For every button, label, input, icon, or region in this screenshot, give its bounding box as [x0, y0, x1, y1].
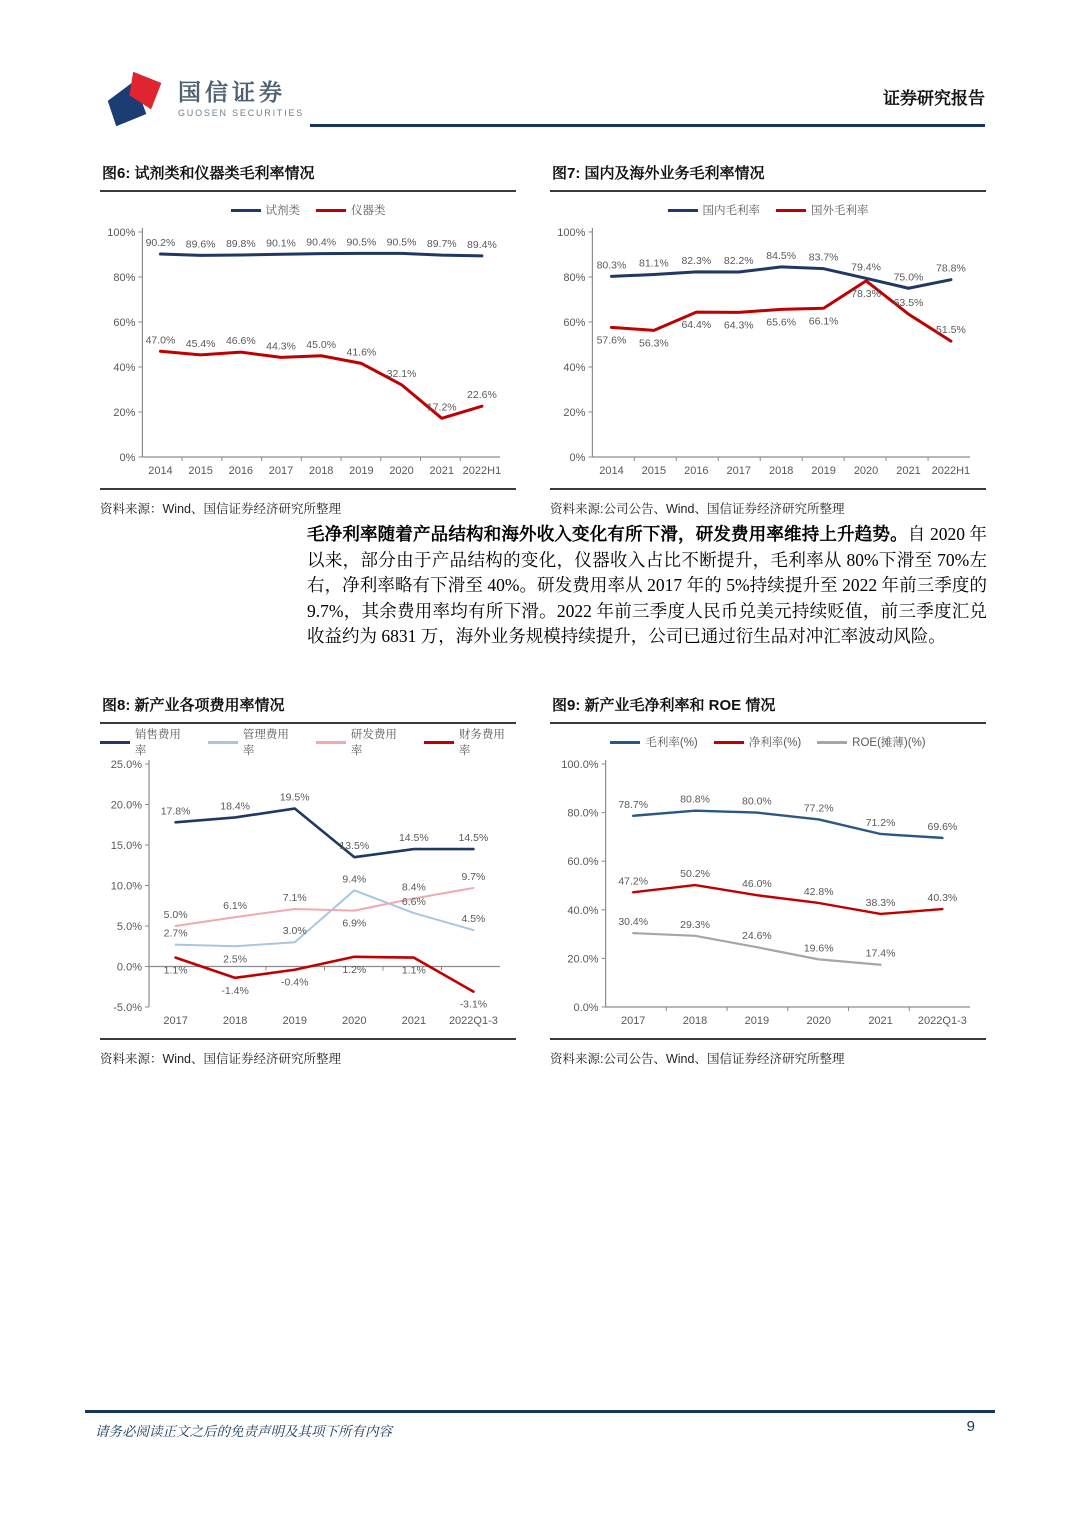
svg-text:1.1%: 1.1% — [163, 964, 188, 977]
legend-item — [424, 726, 516, 758]
legend-label: 仪器类 — [351, 205, 386, 217]
svg-text:-5.0%: -5.0% — [113, 1002, 142, 1014]
svg-text:89.8%: 89.8% — [225, 237, 256, 250]
svg-text:8.4%: 8.4% — [401, 881, 426, 894]
svg-text:15.0%: 15.0% — [110, 840, 142, 852]
svg-text:89.4%: 89.4% — [467, 238, 497, 251]
paragraph-bold-lead: 毛净利率随着产品结构和海外收入变化有所下滑，研发费用率维持上升趋势。 — [307, 524, 908, 544]
svg-text:60.0%: 60.0% — [567, 856, 599, 869]
svg-text:0.0%: 0.0% — [116, 961, 142, 974]
svg-text:-3.1%: -3.1% — [459, 998, 488, 1011]
svg-text:2022H1: 2022H1 — [462, 465, 502, 477]
svg-text:2016: 2016 — [228, 465, 254, 477]
svg-text:47.0%: 47.0% — [145, 334, 176, 347]
svg-text:40.3%: 40.3% — [927, 892, 958, 905]
svg-text:32.1%: 32.1% — [386, 367, 417, 380]
header-divider — [310, 124, 985, 127]
svg-text:10.0%: 10.0% — [110, 880, 142, 893]
svg-text:2.7%: 2.7% — [163, 927, 188, 940]
svg-text:2021: 2021 — [401, 1015, 427, 1027]
svg-text:100.0%: 100.0% — [561, 759, 599, 771]
svg-text:78.3%: 78.3% — [851, 287, 881, 300]
page-number: 9 — [966, 1418, 975, 1435]
svg-text:82.3%: 82.3% — [681, 254, 712, 267]
legend-item — [610, 734, 697, 750]
svg-text:7.1%: 7.1% — [282, 891, 307, 904]
svg-text:2021: 2021 — [896, 465, 921, 477]
figure-8-source: 资料来源：Wind、国信证券经济研究所整理 — [100, 1038, 516, 1067]
brand-name-en: GUOSEN SECURITIES — [178, 108, 305, 119]
svg-text:-1.4%: -1.4% — [221, 984, 249, 997]
svg-text:2017: 2017 — [163, 1015, 188, 1027]
svg-text:78.7%: 78.7% — [618, 798, 649, 811]
svg-text:2019: 2019 — [811, 465, 836, 477]
brand-name-cn: 国信证券 — [178, 78, 286, 105]
svg-text:2017: 2017 — [268, 465, 294, 477]
svg-text:51.5%: 51.5% — [936, 324, 966, 337]
legend-swatch-icon — [316, 741, 346, 744]
figure-7-title: 图7: 国内及海外业务毛利率情况 — [550, 162, 986, 192]
svg-text:2015: 2015 — [641, 465, 667, 477]
figure-6-chart — [100, 198, 516, 484]
svg-text:45.4%: 45.4% — [185, 337, 216, 350]
figure-8-title: 图8: 新产业各项费用率情况 — [100, 694, 516, 724]
figure-6-legend — [100, 198, 516, 222]
svg-text:2014: 2014 — [148, 465, 173, 477]
legend-label: 试剂类 — [265, 205, 300, 217]
legend-swatch-icon — [424, 741, 454, 744]
figure-8-line-chart — [100, 754, 516, 1034]
svg-text:-0.4%: -0.4% — [280, 976, 309, 989]
footer-disclaimer: 请务必阅读正文之后的免责声明及其项下所有内容 — [95, 1424, 392, 1439]
figure-7 — [550, 162, 986, 517]
legend-swatch-icon — [316, 209, 346, 212]
svg-text:2020: 2020 — [853, 465, 879, 477]
figure-7-line-chart — [550, 222, 986, 484]
svg-text:4.5%: 4.5% — [461, 913, 486, 926]
svg-text:25.0%: 25.0% — [110, 759, 142, 771]
legend-label: ROE(摊薄)(%) — [852, 737, 926, 749]
legend-label: 国外毛利率 — [811, 205, 869, 217]
figure-9-source: 资料来源:公司公告、Wind、国信证券经济研究所整理 — [550, 1038, 986, 1067]
svg-text:65.6%: 65.6% — [766, 316, 797, 329]
svg-text:2022Q1-3: 2022Q1-3 — [448, 1015, 498, 1027]
legend-item — [316, 202, 386, 218]
svg-text:66.1%: 66.1% — [808, 315, 839, 328]
legend-item — [714, 734, 801, 750]
svg-text:80.0%: 80.0% — [567, 807, 599, 820]
svg-text:41.6%: 41.6% — [346, 346, 377, 359]
legend-swatch-icon — [610, 741, 640, 744]
svg-text:20%: 20% — [113, 407, 136, 419]
svg-text:2020: 2020 — [342, 1015, 367, 1027]
svg-text:2022H1: 2022H1 — [931, 465, 971, 477]
figure-9-line-chart — [550, 754, 986, 1034]
svg-text:6.9%: 6.9% — [342, 917, 367, 930]
brand-logo — [104, 66, 304, 132]
svg-text:84.5%: 84.5% — [766, 249, 797, 262]
svg-text:90.2%: 90.2% — [145, 237, 176, 250]
figure-8-chart — [100, 730, 516, 1034]
svg-text:47.2%: 47.2% — [618, 875, 649, 888]
svg-text:2018: 2018 — [682, 1015, 708, 1027]
svg-text:17.4%: 17.4% — [865, 947, 896, 960]
svg-text:89.7%: 89.7% — [426, 238, 457, 251]
svg-text:17.8%: 17.8% — [160, 805, 191, 818]
legend-swatch-icon — [776, 209, 806, 212]
legend-item — [316, 726, 408, 758]
legend-item — [208, 726, 300, 758]
paragraph-body-text: 自 2020 年以来，部分由于产品结构的变化，仪器收入占比不断提升，毛利率从 80%下滑至 70%左右，净利率略有下滑至 40%。研发费用率从 2017 年的 5%持续提升至 2022 年前三季度的 9.7%，其余费用率均有所下滑。2022 年前三季度人民币兑美元持续贬值，前三季度汇兑收益约为 6831 万，海外业务规模持续提升，公司已通过衍生品对冲汇率波动风险。 — [307, 524, 988, 646]
svg-text:9.4%: 9.4% — [342, 873, 367, 886]
svg-text:75.0%: 75.0% — [893, 271, 924, 284]
svg-text:3.0%: 3.0% — [282, 925, 307, 938]
svg-text:2019: 2019 — [744, 1015, 770, 1027]
svg-text:1.1%: 1.1% — [401, 964, 426, 977]
svg-text:24.6%: 24.6% — [741, 930, 772, 943]
svg-text:89.6%: 89.6% — [185, 238, 216, 251]
svg-text:0.0%: 0.0% — [573, 1002, 599, 1014]
svg-text:22.6%: 22.6% — [467, 389, 497, 402]
svg-text:2021: 2021 — [868, 1015, 893, 1027]
svg-text:13.5%: 13.5% — [339, 840, 370, 853]
svg-text:100%: 100% — [107, 227, 136, 239]
svg-text:81.1%: 81.1% — [639, 257, 669, 270]
legend-item — [776, 202, 869, 218]
svg-text:20.0%: 20.0% — [110, 799, 142, 812]
svg-text:44.3%: 44.3% — [266, 340, 296, 353]
svg-text:69.6%: 69.6% — [927, 820, 958, 833]
page-header — [0, 0, 1080, 140]
svg-text:64.4%: 64.4% — [681, 319, 712, 332]
figure-6-source: 资料来源：Wind、国信证券经济研究所整理 — [100, 488, 516, 517]
svg-text:80.0%: 80.0% — [741, 795, 772, 808]
figure-6-line-chart — [100, 222, 516, 484]
figure-7-chart — [550, 198, 986, 484]
legend-label: 净利率(%) — [748, 737, 802, 749]
svg-text:2019: 2019 — [349, 465, 374, 477]
svg-text:45.0%: 45.0% — [306, 338, 337, 351]
figure-9-chart — [550, 730, 986, 1034]
svg-text:90.4%: 90.4% — [306, 236, 337, 249]
svg-text:90.1%: 90.1% — [266, 237, 296, 250]
legend-label: 销售费用率 — [134, 729, 181, 757]
figure-9-title: 图9: 新产业毛净利率和 ROE 情况 — [550, 694, 986, 724]
legend-label: 管理费用率 — [242, 729, 289, 757]
svg-text:1.2%: 1.2% — [342, 963, 367, 976]
svg-text:2017: 2017 — [726, 465, 752, 477]
svg-text:2018: 2018 — [308, 465, 334, 477]
svg-text:50.2%: 50.2% — [680, 868, 710, 881]
svg-text:20%: 20% — [563, 407, 586, 419]
legend-label: 财务费用率 — [458, 729, 505, 757]
figure-8 — [100, 694, 516, 1067]
legend-label: 国内毛利率 — [702, 205, 760, 217]
svg-text:63.5%: 63.5% — [893, 297, 924, 310]
svg-text:100%: 100% — [557, 227, 586, 239]
svg-text:30.4%: 30.4% — [618, 916, 649, 929]
svg-text:56.3%: 56.3% — [639, 337, 669, 350]
footer-divider — [85, 1410, 995, 1413]
svg-text:20.0%: 20.0% — [567, 953, 599, 966]
svg-text:38.3%: 38.3% — [865, 896, 896, 909]
svg-text:17.2%: 17.2% — [426, 401, 457, 414]
figure-9-legend — [550, 730, 986, 754]
legend-item — [668, 202, 761, 218]
report-type-label: 证券研究报告 — [883, 89, 985, 108]
legend-label: 毛利率(%) — [645, 737, 698, 749]
body-paragraph — [307, 522, 987, 650]
svg-text:5.0%: 5.0% — [163, 909, 188, 921]
svg-text:2015: 2015 — [188, 465, 213, 477]
figure-7-legend — [550, 198, 986, 222]
legend-swatch-icon — [714, 741, 744, 744]
legend-item — [817, 734, 925, 750]
svg-text:83.7%: 83.7% — [808, 251, 839, 264]
svg-text:6.1%: 6.1% — [223, 900, 248, 913]
svg-text:40.0%: 40.0% — [567, 904, 599, 917]
svg-text:79.4%: 79.4% — [851, 261, 881, 274]
legend-swatch-icon — [208, 741, 238, 744]
legend-swatch-icon — [668, 209, 698, 212]
legend-label: 研发费用率 — [350, 729, 397, 757]
svg-text:18.4%: 18.4% — [220, 800, 251, 813]
svg-text:5.0%: 5.0% — [116, 921, 142, 933]
svg-text:19.6%: 19.6% — [803, 942, 834, 955]
svg-text:90.5%: 90.5% — [346, 236, 377, 249]
svg-text:2014: 2014 — [599, 465, 624, 477]
svg-text:80%: 80% — [113, 272, 136, 284]
svg-text:90.5%: 90.5% — [386, 236, 417, 249]
svg-text:40%: 40% — [113, 362, 136, 374]
svg-text:64.3%: 64.3% — [723, 319, 754, 332]
svg-text:2020: 2020 — [389, 465, 414, 477]
svg-text:9.7%: 9.7% — [461, 870, 486, 883]
svg-text:57.6%: 57.6% — [596, 334, 627, 347]
svg-text:0%: 0% — [569, 452, 586, 464]
legend-item — [100, 726, 192, 758]
legend-item — [231, 202, 301, 218]
svg-text:2018: 2018 — [222, 1015, 248, 1027]
svg-text:2018: 2018 — [768, 465, 794, 477]
figure-6 — [100, 162, 516, 517]
svg-text:2017: 2017 — [620, 1015, 646, 1027]
svg-text:46.0%: 46.0% — [741, 878, 772, 891]
legend-swatch-icon — [817, 741, 847, 744]
svg-text:2020: 2020 — [806, 1015, 831, 1027]
svg-text:71.2%: 71.2% — [865, 816, 896, 829]
svg-text:14.5%: 14.5% — [458, 832, 489, 845]
svg-text:40%: 40% — [563, 362, 586, 374]
svg-text:82.2%: 82.2% — [723, 255, 754, 268]
brand-text — [178, 80, 304, 118]
svg-text:80%: 80% — [563, 272, 586, 284]
svg-text:77.2%: 77.2% — [803, 802, 834, 815]
svg-text:14.5%: 14.5% — [398, 832, 429, 845]
svg-text:46.6%: 46.6% — [225, 335, 256, 348]
svg-text:60%: 60% — [563, 317, 586, 329]
svg-text:19.5%: 19.5% — [279, 791, 310, 804]
svg-text:0%: 0% — [119, 452, 136, 464]
legend-swatch-icon — [231, 209, 261, 212]
svg-text:2016: 2016 — [684, 465, 709, 477]
figure-6-title: 图6: 试剂类和仪器类毛利率情况 — [100, 162, 516, 192]
svg-text:2022Q1-3: 2022Q1-3 — [917, 1015, 967, 1027]
svg-text:60%: 60% — [113, 317, 136, 329]
legend-swatch-icon — [100, 741, 130, 744]
figure-9 — [550, 694, 986, 1067]
guosen-logo-icon — [104, 66, 168, 132]
svg-text:78.8%: 78.8% — [936, 262, 966, 275]
svg-text:80.8%: 80.8% — [680, 793, 710, 806]
svg-text:80.3%: 80.3% — [596, 259, 627, 272]
figure-7-source: 资料来源:公司公告、Wind、国信证券经济研究所整理 — [550, 488, 986, 517]
svg-text:42.8%: 42.8% — [803, 885, 834, 898]
figure-8-legend — [100, 729, 516, 757]
svg-text:6.6%: 6.6% — [401, 896, 426, 909]
svg-text:2021: 2021 — [429, 465, 454, 477]
svg-text:2019: 2019 — [282, 1015, 307, 1027]
svg-text:2.5%: 2.5% — [223, 953, 248, 966]
svg-text:29.3%: 29.3% — [680, 918, 710, 931]
